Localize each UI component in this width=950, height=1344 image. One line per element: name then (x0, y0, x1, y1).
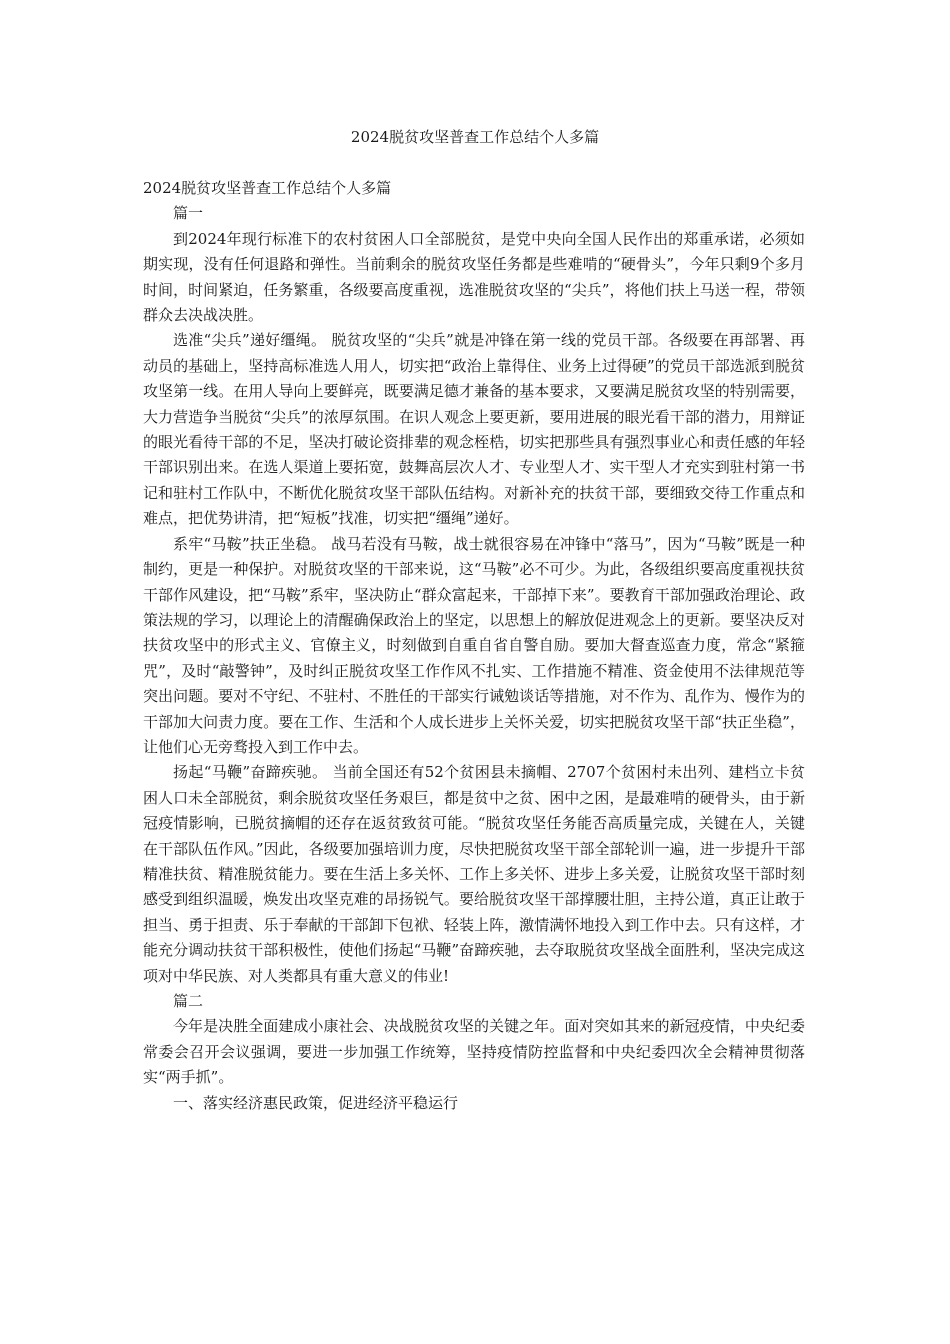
section-heading: 一、落实经济惠民政策，促进经济平稳运行 (173, 1093, 459, 1112)
document-heading: 2024脱贫攻坚普查工作总结个人多篇 (143, 179, 392, 197)
paragraph: 系牢“马鞍”扶正坐稳。 战马若没有马鞍，战士就很容易在冲锋中“落马”，因为“马鞍”既是一种制约，更是一种保护。对脱贫攻坚的干部来说，这“马鞍”必不可少。为此，各级组织要高度重视扶贫干部作风建设，把“马鞍”系牢，坚决防止“群众富起来，干部掉下来”。要教育干部加强政治理论、政策法规的学习，以理论上的清醒确保政治上的坚定，以思想上的解放促进观念上的更新。要坚决反对扶贫攻坚中的形式主义、官僚主义，时刻做到自重自省自警自励。要加大督查巡查力度，常念“紧箍咒”，及时“敲警钟”，及时纠正脱贫攻坚工作作风不扎实、工作措施不精准、资金使用不法律规范等突出问题。要对不守纪、不驻村、不胜任的干部实行诫勉谈话等措施，对不作为、乱作为、慢作为的干部加大问责力度。要在工作、生活和个人成长进步上关怀关爱，切实把脱贫攻坚干部“扶正坐稳”，让他们心无旁骛投入到工作中去。 (143, 534, 805, 756)
document-title: 2024脱贫攻坚普查工作总结个人多篇 (350, 128, 600, 146)
paragraph: 到2024年现行标准下的农村贫困人口全部脱贫，是党中央向全国人民作出的郑重承诺，必须如期实现，没有任何退路和弹性。当前剩余的脱贫攻坚任务都是些难啃的“硬骨头”，今年只剩9个多月时间，时间紧迫，任务繁重，各级要高度重视，选准脱贫攻坚的“尖兵”，将他们扶上马送一程，带领群众去决战决胜。 (143, 229, 805, 325)
paragraph: 扬起“马鞭”奋蹄疾驰。 当前全国还有52个贫困县未摘帽、2707个贫困村未出列、建档立卡贫困人口未全部脱贫，剩余脱贫攻坚任务艰巨，都是贫中之贫、困中之困，是最难啃的硬骨头，由于新冠疫情影响，已脱贫摘帽的还存在返贫致贫可能。“脱贫攻坚任务能否高质量完成，关键在人，关键在干部队伍作风。”因此，各级要加强培训力度，尽快把脱贫攻坚干部全部轮训一遍，进一步提升干部精准扶贫、精准脱贫能力。要在生活上多关怀、工作上多关怀、进步上多关爱，让脱贫攻坚干部时刻感受到组织温暖，焕发出攻坚克难的昂扬锐气。要给脱贫攻坚干部撑腰壮胆，主持公道，真正让敢于担当、勇于担责、乐于奉献的干部卸下包袱、轻装上阵，激情满怀地投入到工作中去。只有这样，才能充分调动扶贫干部积极性，使他们扬起“马鞭”奋蹄疾驰，去夺取脱贫攻坚战全面胜利，坚决完成这项对中华民族、对人类都具有重大意义的伟业! (143, 763, 805, 985)
document-body (143, 176, 805, 1116)
part-one-label: 篇一 (173, 204, 204, 223)
paragraph: 今年是决胜全面建成小康社会、决战脱贫攻坚的关键之年。面对突如其来的新冠疫情，中央纪委常委会召开会议强调，要进一步加强工作统筹，坚持疫情防控监督和中央纪委四次全会精神贯彻落实“两手抓”。 (143, 1017, 805, 1087)
paragraph: 选准“尖兵”递好缰绳。 脱贫攻坚的“尖兵”就是冲锋在第一线的党员干部。各级要在再部署、再动员的基础上，坚持高标准选人用人，切实把“政治上靠得住、业务上过得硬”的党员干部选派到脱贫攻坚第一线。在用人导向上要鲜亮，既要满足德才兼备的基本要求，又要满足脱贫攻坚的特别需要，大力营造争当脱贫“尖兵”的浓厚氛围。在识人观念上要更新，要用进展的眼光看干部的潜力，用辩证的眼光看待干部的不足，坚决打破论资排辈的观念桎梏，切实把那些具有强烈事业心和责任感的年轻干部识别出来。在选人渠道上要拓宽，鼓舞高层次人才、专业型人才、实干型人才充实到驻村第一书记和驻村工作队中，不断优化脱贫攻坚干部队伍结构。对新补充的扶贫干部，要细致交待工作重点和难点，把优势讲清，把“短板”找准，切实把“缰绳”递好。 (143, 331, 805, 528)
part-two-label: 篇二 (173, 992, 204, 1010)
